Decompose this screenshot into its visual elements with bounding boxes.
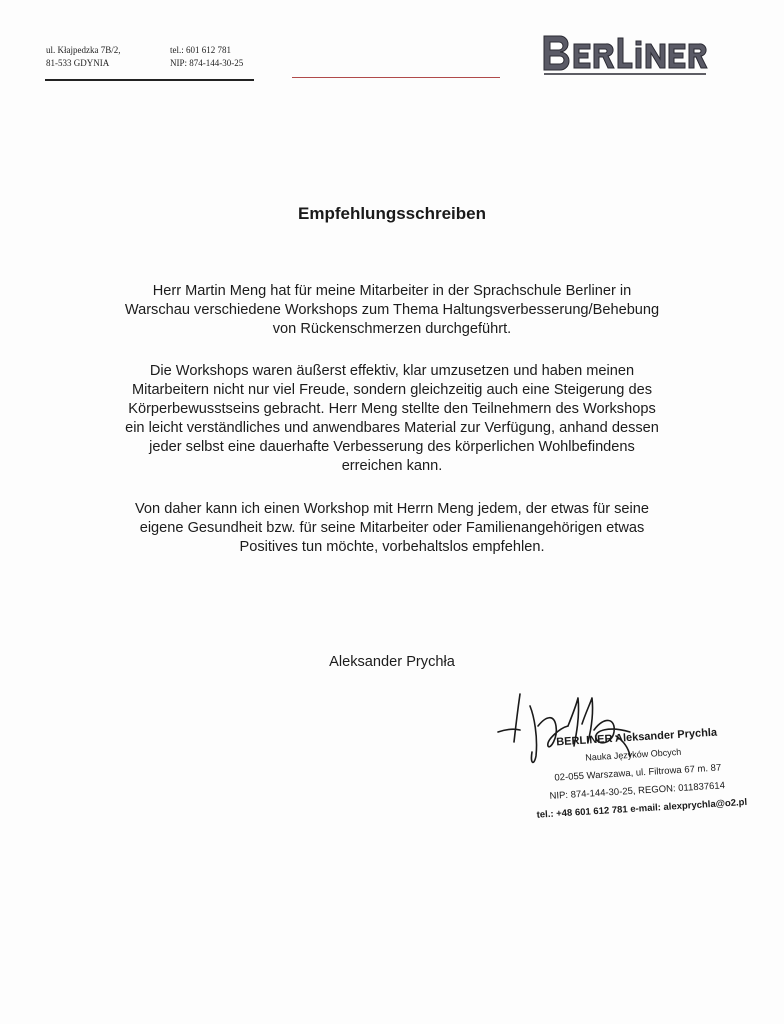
berliner-logo (540, 30, 710, 80)
letter-title: Empfehlungsschreiben (298, 204, 486, 223)
letterhead-rule-center (292, 77, 500, 78)
stamp-line-nip-regon: NIP: 874-144-30-25, REGON: 011837614 (549, 780, 726, 802)
paragraph-1 (60, 282, 724, 339)
nip-line: NIP: 874-144-30-25 (170, 58, 244, 68)
company-stamp (530, 723, 784, 828)
stamp-line-company: BERLINER Aleksander Prychla (555, 726, 718, 749)
stamp-line-address: 02-055 Warszawa, ul. Filtrowa 67 m. 87 (554, 762, 722, 784)
paragraph-line: Körperbewusstseins gebracht. Herr Meng stellte den Teilnehmern des Workshops (128, 401, 656, 417)
paragraph-3 (60, 500, 724, 557)
logo-text: BERLINER (540, 30, 546, 31)
paragraph-line: jeder selbst eine dauerhafte Verbesserung des körperlichen Wohlbefindens (149, 439, 635, 455)
paragraph-line: Positives tun möchte, vorbehaltslos empfehlen. (239, 539, 545, 555)
paragraph-line: ein leicht verständliches und anwendbares Material zur Verfügung, anhand dessen (125, 420, 659, 436)
paragraph-line: von Rückenschmerzen durchgeführt. (272, 321, 512, 337)
sender-name: Aleksander Prychła (329, 654, 455, 670)
stamp-line-contact: tel.: +48 601 612 781 e-mail: alexprychla@o2.pl (536, 796, 748, 821)
paragraph-line: eigene Gesundheit bzw. für seine Mitarbeiter oder Familienangehörigen etwas (139, 520, 645, 536)
telephone-line: tel.: 601 612 781 (170, 45, 231, 55)
letterhead-rule-left (45, 79, 254, 81)
stamp-line-business: Nauka Języków Obcych (584, 746, 682, 763)
paragraph-line: Mitarbeitern nicht nur viel Freude, sondern gleichzeitig auch eine Steigerung des (131, 382, 652, 398)
paragraph-line: erreichen kann. (341, 458, 443, 474)
paragraph-line: Von daher kann ich einen Workshop mit Herrn Meng jedem, der etwas für seine (134, 501, 650, 517)
paragraph-line: Herr Martin Meng hat für meine Mitarbeiter in der Sprachschule Berliner in (152, 283, 632, 299)
paragraph-line: Warschau verschiedene Workshops zum Thema Haltungsverbesserung/Behebung (124, 302, 660, 318)
address-line-2: 81-533 GDYNIA (46, 58, 110, 68)
paragraph-line: Die Workshops waren äußerst effektiv, klar umzusetzen und haben meinen (149, 363, 635, 379)
paragraph-2 (60, 362, 724, 476)
address-line-1: ul. Kłajpedzka 7B/2, (46, 45, 121, 55)
